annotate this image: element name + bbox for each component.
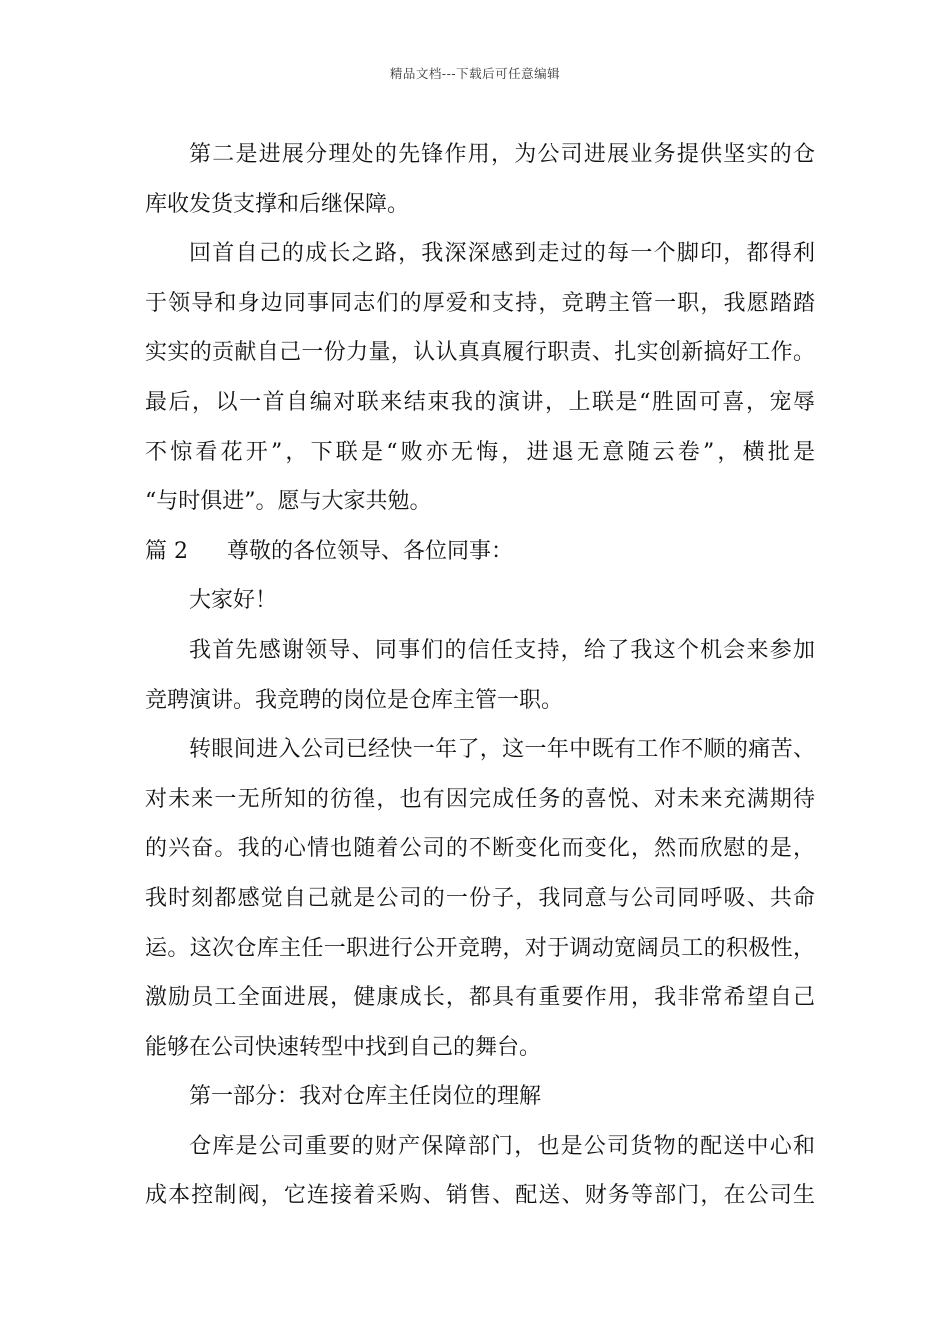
text-line: 我首先感谢领导、同事们的信任支持，给了我这个机会来参加 <box>189 637 815 663</box>
section-heading-line <box>145 527 815 577</box>
text-line: 库收发货支撑和后继保障。 <box>145 191 410 217</box>
text-line: 实实的贡献自己一份力量，认认真真履行职责、扎实创新搞好工作。 <box>145 340 815 366</box>
text-line: 转眼间进入公司已经快一年了，这一年中既有工作不顺的痛苦、 <box>189 737 815 763</box>
text-line: 成本控制阀，它连接着采购、销售、配送、财务等部门，在公司生 <box>145 1183 815 1209</box>
text-line: 激励员工全面进展，健康成长，都具有重要作用，我非常希望自己 <box>145 985 815 1011</box>
text-line: 竞聘演讲。我竞聘的岗位是仓库主管一职。 <box>145 687 564 713</box>
text-line: 能够在公司快速转型中找到自己的舞台。 <box>145 1034 542 1060</box>
text-line: 大家好！ <box>189 588 278 614</box>
text-line: 仓库是公司重要的财产保障部门，也是公司货物的配送中心和 <box>189 1133 815 1159</box>
text-line: 于领导和身边同事同志们的厚爱和支持，竞聘主管一职，我愿踏踏 <box>145 290 815 316</box>
text-line: 最后，以一首自编对联来结束我的演讲，上联是“胜固可喜，宠辱 <box>145 389 815 415</box>
text-line: 我时刻都感觉自己就是公司的一份子，我同意与公司同呼吸、共命 <box>145 885 815 911</box>
text-line: 不惊看花开”，下联是“败亦无悔，进退无意随云卷”，横批是 <box>145 439 815 465</box>
text-line: 第二是进展分理处的先锋作用，为公司进展业务提供坚实的仓 <box>189 142 815 167</box>
page-header: 精品文档---下载后可任意编辑 <box>389 66 561 81</box>
salutation: 尊敬的各位领导、各位同事： <box>227 538 514 564</box>
section-label: 篇 2 <box>145 538 188 564</box>
text-line: “与时俱进”。愿与大家共勉。 <box>145 489 432 515</box>
text-line: 运。这次仓库主任一职进行公开竞聘，对于调动宽阔员工的积极性， <box>145 935 815 961</box>
document-body <box>145 130 815 1221</box>
text-line: 回首自己的成长之路，我深深感到走过的每一个脚印，都得利 <box>189 241 815 267</box>
text-line: 对未来一无所知的彷徨，也有因完成任务的喜悦、对未来充满期待 <box>145 786 815 812</box>
subsection-heading: 第一部分：我对仓库主任岗位的理解 <box>189 1084 542 1110</box>
text-line: 的兴奋。我的心情也随着公司的不断变化而变化，然而欣慰的是， <box>145 836 815 862</box>
